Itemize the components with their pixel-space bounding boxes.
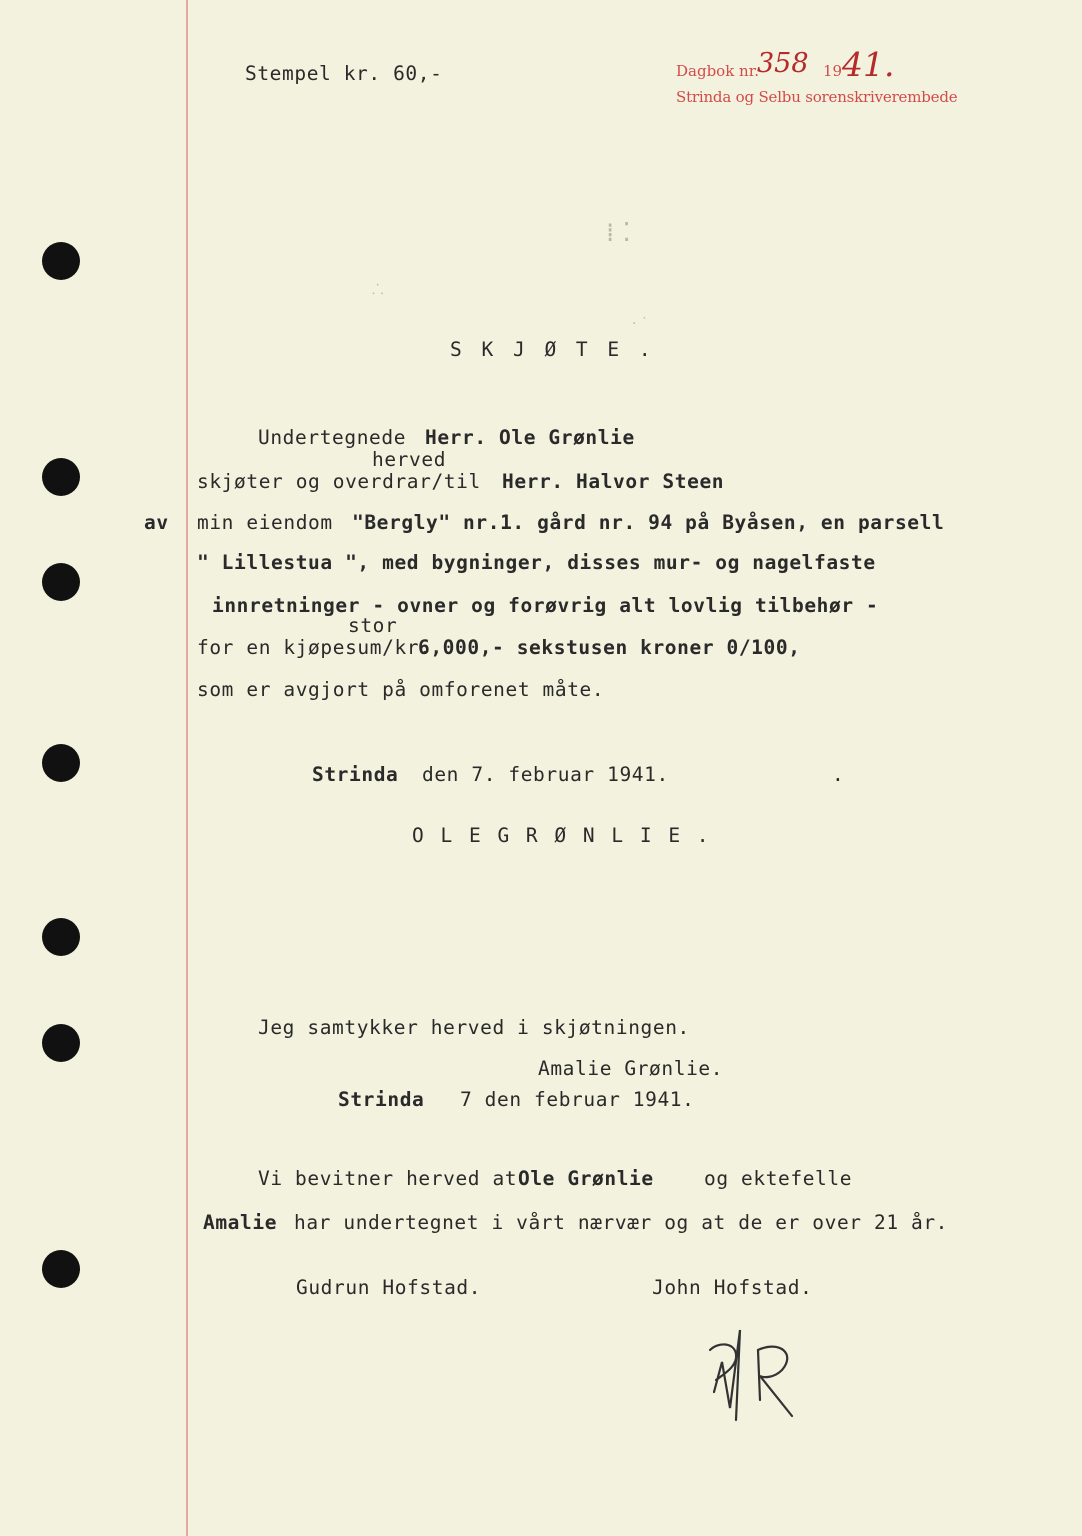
settlement-line: som er avgjort på omforenet måte.	[197, 678, 605, 701]
property-text: min eiendom	[197, 511, 333, 534]
transfer-text: skjøter og overdrar/til	[197, 470, 481, 493]
margin-note: av	[144, 511, 169, 534]
punch-hole	[42, 242, 80, 280]
punch-hole	[42, 744, 80, 782]
office-stamp: Strinda og Selbu sorenskriverembede	[676, 88, 958, 106]
place: Strinda	[312, 763, 399, 786]
punch-hole	[42, 458, 80, 496]
date-trail: .	[832, 763, 845, 786]
date: den 7. februar 1941.	[422, 763, 669, 786]
margin-rule	[186, 0, 188, 1536]
initials-mark	[700, 1320, 810, 1430]
stamp-duty: Stempel kr. 60,-	[245, 62, 443, 85]
year-prefix: 19	[823, 62, 843, 80]
witness-one: Gudrun Hofstad.	[296, 1276, 482, 1299]
intro-text: Undertegnede	[258, 426, 407, 449]
consent-name: Amalie Grønlie.	[538, 1057, 724, 1080]
spouse-name: Amalie	[203, 1211, 278, 1234]
inserted-herved: herved	[372, 448, 447, 471]
witness-spouse: og ektefelle	[704, 1167, 853, 1190]
pencil-mark: ⸫	[372, 282, 384, 298]
dagbok-label: Dagbok nr.	[676, 62, 760, 80]
inserted-stor: stor	[348, 614, 398, 637]
consent-date: 7 den februar 1941.	[460, 1088, 695, 1111]
punch-hole	[42, 918, 80, 956]
pencil-mark: · ˙	[632, 316, 648, 332]
seller-name: Herr. Ole Grønlie	[425, 426, 635, 449]
dagbok-number: 358	[757, 48, 809, 79]
witness-text: Vi bevitner herved at	[258, 1167, 518, 1190]
punch-hole	[42, 1024, 80, 1062]
fixtures-line: innretninger - ovner og forøvrig alt lovlig tilbehør -	[212, 594, 879, 617]
pencil-mark: ⁞ ⁚	[606, 218, 631, 248]
year-suffix: 41.	[842, 45, 895, 84]
witness-statement: har undertegnet i vårt nærvær og at de er over 21 år.	[294, 1211, 949, 1234]
witness-subject: Ole Grønlie	[518, 1167, 654, 1190]
consent-place: Strinda	[338, 1088, 425, 1111]
price-text: for en kjøpesum/kr.	[197, 636, 432, 659]
buyer-name: Herr. Halvor Steen	[502, 470, 725, 493]
seller-signature: O L E G R Ø N L I E .	[412, 824, 712, 847]
punch-hole	[42, 1250, 80, 1288]
witness-two: John Hofstad.	[652, 1276, 813, 1299]
punch-hole	[42, 563, 80, 601]
property-description: "Bergly" nr.1. gård nr. 94 på Byåsen, en parsell	[352, 511, 945, 534]
price-amount: 6,000,- sekstusen kroner 0/100,	[418, 636, 801, 659]
document-title: S K J Ø T E .	[450, 338, 655, 361]
parcel-line: " Lillestua ", med bygninger, disses mur- og nagelfaste	[197, 551, 876, 574]
consent-line: Jeg samtykker herved i skjøtningen.	[258, 1016, 690, 1039]
